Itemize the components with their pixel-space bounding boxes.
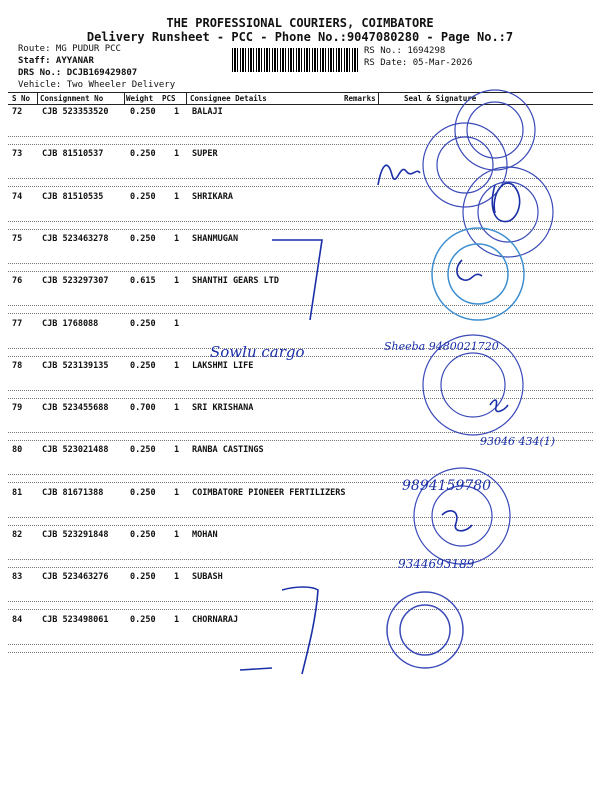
row-sno: 74 xyxy=(12,191,23,202)
row-weight: 0.250 xyxy=(130,530,156,540)
row-weight: 0.250 xyxy=(130,233,156,244)
row-sno: 84 xyxy=(12,614,23,625)
row-consignment: CJB 523498061 xyxy=(42,614,109,625)
row-pcs: 1 xyxy=(174,445,180,456)
route-label: Route: MG PUDUR PCC xyxy=(18,44,121,54)
row-consignee: CHORNARAJ xyxy=(192,614,239,625)
row-consignment: CJB 523021488 xyxy=(42,445,109,456)
row-consignment: CJB 1768088 xyxy=(42,318,99,329)
row-weight: 0.250 xyxy=(130,107,156,117)
note-row80-remark: 9894159780 xyxy=(402,478,492,494)
row-consignment: CJB 523463278 xyxy=(42,233,109,244)
row-pcs: 1 xyxy=(174,487,180,498)
row-sno: 76 xyxy=(12,276,23,287)
row-sno: 78 xyxy=(12,360,23,371)
row-consignee: SUBASH xyxy=(192,572,223,583)
row-weight: 0.250 xyxy=(130,487,156,498)
row-weight: 0.615 xyxy=(130,276,156,287)
row-sno: 75 xyxy=(12,233,23,244)
row-consignee: LAKSHMI LIFE xyxy=(192,360,254,371)
stamp-care-now-lifesciences xyxy=(387,592,463,668)
company-title: THE PROFESSIONAL COURIERS, COIMBATORE xyxy=(166,16,434,30)
col-header-weight: Weight xyxy=(126,94,154,103)
note-row82-remark: 9344693189 xyxy=(398,557,475,571)
row-consignment: CJB 523455688 xyxy=(42,403,109,414)
row-pcs: 1 xyxy=(174,360,180,371)
row-weight: 0.250 xyxy=(130,614,156,625)
col-header-seal: Seal & Signature xyxy=(404,94,477,103)
vehicle-label: Vehicle: Two Wheeler Delivery xyxy=(18,80,176,90)
stamp-super-enterprises xyxy=(423,123,507,207)
row-pcs: 1 xyxy=(174,233,180,244)
col-header-pcs: PCS xyxy=(162,94,176,103)
row-sno: 83 xyxy=(12,572,23,583)
row-pcs: 1 xyxy=(174,149,180,160)
row-pcs: 1 xyxy=(174,318,180,329)
col-header-consignment: Consignment No xyxy=(40,94,104,103)
drs-label: DRS No.: DCJB169429807 xyxy=(18,68,138,78)
row-weight: 0.700 xyxy=(130,403,156,414)
row-weight: 0.250 xyxy=(130,318,156,329)
row-consignee: BALAJI xyxy=(192,107,223,117)
row-weight: 0.250 xyxy=(130,149,156,160)
row-consignee: MOHAN xyxy=(192,530,218,540)
row-pcs: 1 xyxy=(174,530,180,540)
row-pcs: 1 xyxy=(174,614,180,625)
row-consignee: SHRIKARA xyxy=(192,191,233,202)
row-sno: 73 xyxy=(12,149,23,160)
stamp-bench-tools xyxy=(455,90,535,170)
rs-date: RS Date: 05-Mar-2026 xyxy=(364,58,473,68)
row-consignment: CJB 81510535 xyxy=(42,191,104,202)
row-sno: 77 xyxy=(12,318,23,329)
staff-label: Staff: AYYANAR xyxy=(18,56,94,66)
runsheet-subtitle: Delivery Runsheet - PCC - Phone No.:9047080280 - Page No.:7 xyxy=(86,30,514,44)
row-consignment: CJB 81671388 xyxy=(42,487,104,498)
col-header-remarks: Remarks xyxy=(344,94,376,103)
row-pcs: 1 xyxy=(174,107,180,117)
col-header-sno: S No xyxy=(12,94,31,103)
row-weight: 0.250 xyxy=(130,360,156,371)
row-weight: 0.250 xyxy=(130,572,156,583)
note-row77-consignee: Sowlu cargo xyxy=(210,343,305,361)
row-consignee: COIMBATORE PIONEER FERTILIZERS xyxy=(192,487,346,498)
row-consignment: CJB 523463276 xyxy=(42,572,109,583)
row-consignment: CJB 523291848 xyxy=(42,530,109,540)
row-consignment: CJB 523297307 xyxy=(42,276,109,287)
row-consignment: CJB 81510537 xyxy=(42,149,104,160)
row-consignee: SRI KRISHANA xyxy=(192,403,254,414)
row-consignment: CJB 523139135 xyxy=(42,360,109,371)
row-pcs: 1 xyxy=(174,403,180,414)
row-sno: 82 xyxy=(12,530,23,540)
row-consignee: SHANMUGAN xyxy=(192,233,239,244)
row-consignee: RANBA CASTINGS xyxy=(192,445,264,456)
row-sno: 79 xyxy=(12,403,23,414)
row-consignment: CJB 523353520 xyxy=(42,107,109,117)
col-header-consignee: Consignee Details xyxy=(190,94,267,103)
row-sno: 81 xyxy=(12,487,23,498)
row-weight: 0.250 xyxy=(130,191,156,202)
row-weight: 0.250 xyxy=(130,445,156,456)
row-pcs: 1 xyxy=(174,191,180,202)
row-pcs: 1 xyxy=(174,276,180,287)
row-sno: 72 xyxy=(12,107,23,117)
row-consignee: SUPER xyxy=(192,149,218,160)
row-consignee: SHANTHI GEARS LTD xyxy=(192,276,279,287)
row-sno: 80 xyxy=(12,445,23,456)
note-row77-remark: Sheeba 9480021720 xyxy=(384,340,499,353)
note-row79-remark: 93046 434(1) xyxy=(480,435,556,448)
row-pcs: 1 xyxy=(174,572,180,583)
handwritten-signatures xyxy=(240,165,520,674)
rs-number: RS No.: 1694298 xyxy=(364,46,446,56)
